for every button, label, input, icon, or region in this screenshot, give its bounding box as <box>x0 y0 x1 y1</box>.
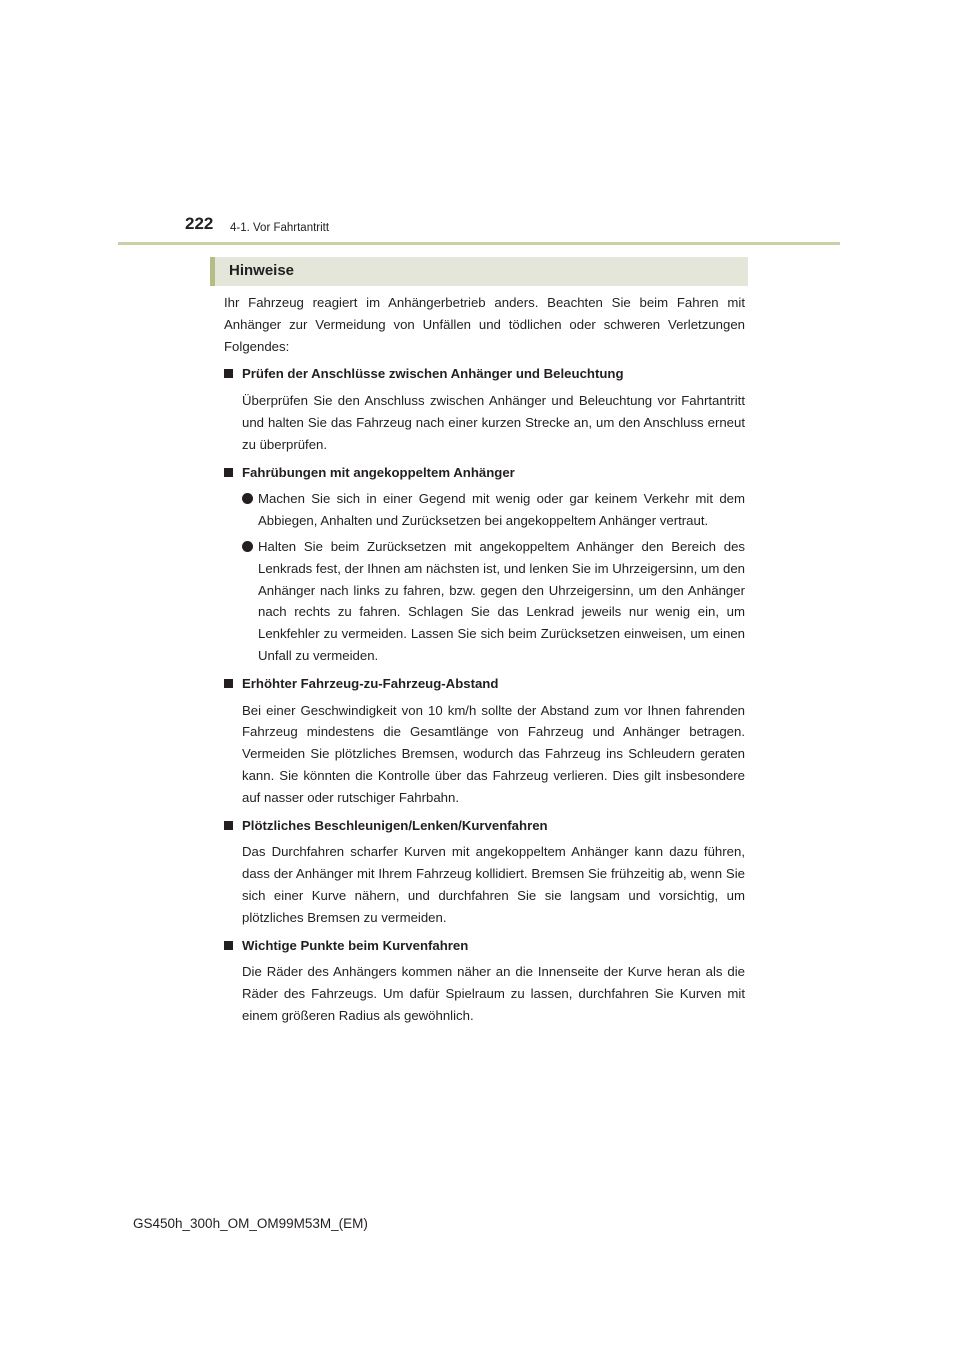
header-divider <box>118 242 840 245</box>
section-heading <box>224 462 745 484</box>
section-body: Die Räder des Anhängers kommen näher an die Innenseite der Kurve heran als die Räder des Fahrzeugs. Um dafür Spielraum zu lassen, durchfahren Sie Kurven mit einem größeren Radius als gewöhnlich. <box>242 964 745 1023</box>
section-heading-text: Wichtige Punkte beim Kurvenfahren <box>242 937 469 953</box>
bullet-item <box>224 488 745 532</box>
section-heading <box>224 935 745 957</box>
notice-box <box>210 257 748 286</box>
section-body: Das Durchfahren scharfer Kurven mit angekoppeltem Anhänger kann dazu führen, dass der Anhänger mit Ihrem Fahrzeug kollidiert. Bremsen Sie frühzeitig ab, wenn Sie sich einer Kurve nähern, und durchfahren Sie sie langsam und vorsichtig, um plötzliches Bremsen zu vermeiden. <box>242 844 745 925</box>
section-heading <box>224 815 745 837</box>
section-title: 4-1. Vor Fahrtantritt <box>230 222 330 234</box>
square-bullet-icon <box>224 468 233 477</box>
section-heading <box>224 673 745 695</box>
section-body: Überprüfen Sie den Anschluss zwischen Anhänger und Beleuchtung vor Fahrtantritt und halten Sie das Fahrzeug nach einer kurzen Strecke an, um den Anschluss erneut zu überprüfen. <box>242 393 745 452</box>
square-bullet-icon <box>224 369 233 378</box>
section-heading-text: Erhöhter Fahrzeug-zu-Fahrzeug-Abstand <box>242 675 499 691</box>
footer-code: GS450h_300h_OM_OM99M53M_(EM) <box>133 1216 368 1231</box>
section-heading-text: Prüfen der Anschlüsse zwischen Anhänger und Beleuchtung <box>242 366 624 382</box>
section-heading-text: Plötzliches Beschleunigen/Lenken/Kurvenfahren <box>242 817 548 833</box>
circle-bullet-icon <box>242 493 253 504</box>
page-number: 222 <box>185 214 214 233</box>
section-heading <box>224 363 745 385</box>
square-bullet-icon <box>224 679 233 688</box>
intro-paragraph: Ihr Fahrzeug reagiert im Anhängerbetrieb anders. Beachten Sie beim Fahren mit Anhänger zur Vermeidung von Unfällen und tödlichen oder schweren Verletzungen Folgendes: <box>224 295 745 354</box>
square-bullet-icon <box>224 821 233 830</box>
section-body: Bei einer Geschwindigkeit von 10 km/h sollte der Abstand zum vor Ihnen fahrenden Fahrzeug mindestens die Gesamtlänge von Fahrzeug und Anhänger betragen. Vermeiden Sie plötzliches Bremsen, wodurch das Fahrzeug ins Schleudern geraten kann. Sie könnten die Kontrolle über das Fahrzeug verlieren. Dies gilt insbesondere auf nasser oder rutschiger Fahrbahn. <box>242 702 745 805</box>
square-bullet-icon <box>224 941 233 950</box>
bullet-item <box>224 536 745 667</box>
section-heading-text: Fahrübungen mit angekoppeltem Anhänger <box>242 464 515 480</box>
circle-bullet-icon <box>242 541 253 552</box>
bullet-text: Machen Sie sich in einer Gegend mit wenig oder gar keinem Verkehr mit dem Abbiegen, Anhalten und Zurücksetzen bei angekoppeltem Anhänger vertraut. <box>258 491 745 529</box>
bullet-text: Halten Sie beim Zurücksetzen mit angekoppeltem Anhänger den Bereich des Lenkrads fest, der Ihnen am nächsten ist, und lenken Sie im Uhrzeigersinn, um den Anhänger nach links zu fahren, bzw. gegen den Uhrzeigersinn, um den Anhänger nach rechts zu fahren. Schlagen Sie das Lenkrad jeweils nur wenig ein, um Lenkfehler zu vermeiden. Lassen Sie sich beim Zurücksetzen einweisen, um einen Unfall zu vermeiden. <box>258 538 745 663</box>
notice-title: Hinweise <box>229 262 295 279</box>
notice-content <box>224 292 745 1031</box>
